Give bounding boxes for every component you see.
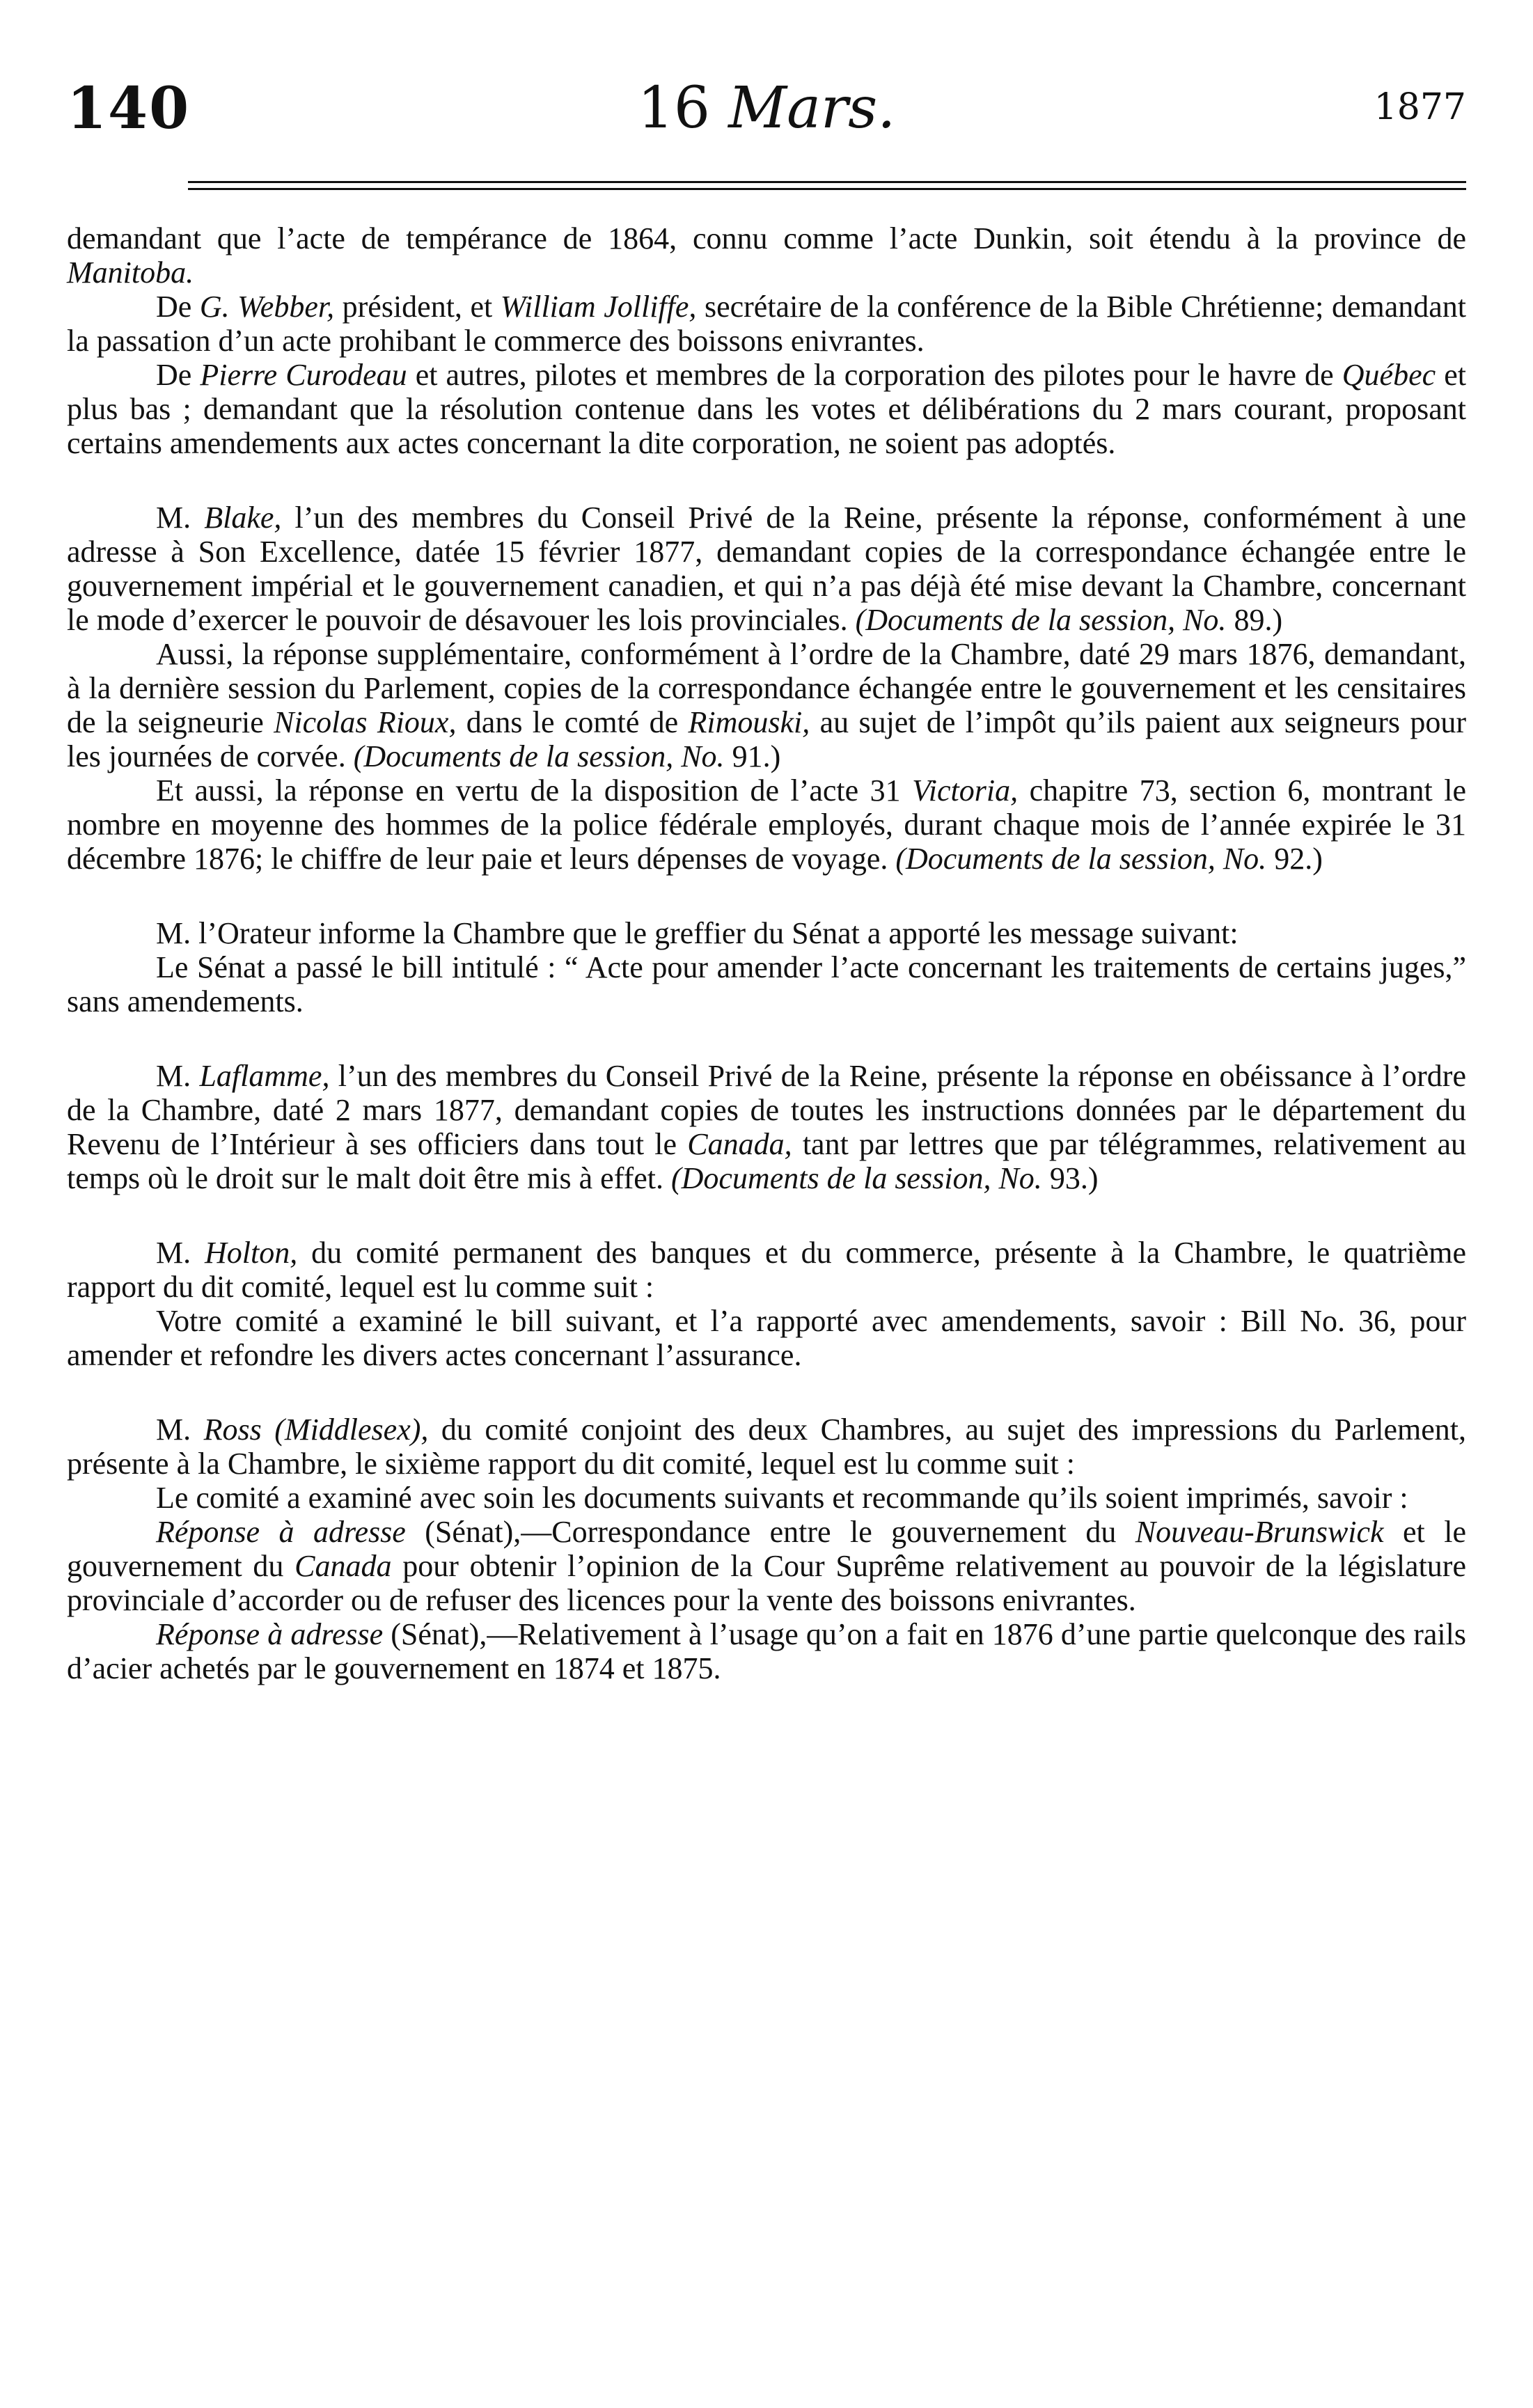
italic-run: Réponse à adresse: [156, 1617, 384, 1651]
header-rule-bottom: [188, 188, 1466, 190]
paragraph-reponse-adresse-2: Réponse à adresse (Sénat),—Relativement à l’usage qu’on a fait en 1876 d’une partie quelconque des rails d’acier achetés par le gouvernement en 1874 et 1875.: [67, 1617, 1466, 1685]
date-day: 16: [637, 75, 711, 141]
italic-run: (Documents de la session, No.: [855, 603, 1227, 637]
italic-run: Canada: [294, 1549, 392, 1583]
italic-run: Nouveau-Brunswick: [1135, 1515, 1384, 1549]
paragraph-police-return: Et aussi, la réponse en vertu de la disposition de l’acte 31 Victoria, chapitre 73, section 6, montrant le nombre en moyenne des hommes de la police fédérale employés, durant chaque mois de l’année expirée le 31 décembre 1876; le chiffre de leur paie et leurs dépenses de voyage. (Documents de la session, No. 92.): [67, 773, 1466, 876]
paragraph-ross-report-body: Le comité a examiné avec soin les documents suivants et recommande qu’ils soient imprimés, savoir :: [156, 1481, 1408, 1515]
paragraph-senate-message: M. l’Orateur informe la Chambre que le greffier du Sénat a apporté les message suivant:: [156, 916, 1239, 950]
paragraph-supplementary-return: Aussi, la réponse supplémentaire, conformément à l’ordre de la Chambre, daté 29 mars 1876, demandant, à la dernière session du Parlement, copies de la correspondance échangée entre le gouvernement et les censitaires de la seigneurie Nicolas Rioux, dans le comté de Rimouski, au sujet de l’impôt qu’ils paient aux seigneurs pour les journées de corvée. (Documents de la session, No. 91.): [67, 637, 1466, 773]
paragraph-reponse-adresse-1: Réponse à adresse (Sénat),—Correspondance entre le gouvernement du Nouveau-Brunswick et le gouvernement du Canada pour obtenir l’opinion de la Cour Suprême relativement au pouvoir de la législature provinciale d’accorder ou de refuser des licences pour la vente des boissons enivrantes.: [67, 1515, 1466, 1617]
italic-run: Manitoba.: [67, 255, 194, 290]
italic-run: (Documents de la session, No.: [670, 1161, 1042, 1195]
paragraph-holton-report: M. Holton, du comité permanent des banques et du commerce, présente à la Chambre, le quatrième rapport du dit comité, lequel est lu comme suit :: [67, 1236, 1466, 1304]
italic-run: (Documents de la session, No.: [895, 842, 1267, 876]
italic-run: Laflamme,: [199, 1059, 330, 1093]
document-body: [67, 221, 1466, 1685]
date-month: Mars.: [728, 75, 896, 141]
italic-run: Canada,: [687, 1127, 792, 1161]
page-number: 140: [67, 75, 191, 142]
paragraph-holton-report-body: Votre comité a examiné le bill suivant, et l’a rapporté avec amendements, savoir : Bill No. 36, pour amender et refondre les divers actes concernant l’assurance.: [67, 1304, 1466, 1372]
paragraph-petition-dunkin: demandant que l’acte de tempérance de 1864, connu comme l’acte Dunkin, soit étendu à la province de Manitoba.: [67, 221, 1466, 290]
italic-run: Pierre Curodeau: [200, 358, 407, 392]
italic-run: Réponse à adresse: [156, 1515, 406, 1549]
paragraph-senate-bill: Le Sénat a passé le bill intitulé : “ Acte pour amender l’acte concernant les traitements de certains juges,” sans amendements.: [67, 950, 1466, 1018]
page-date: [67, 75, 1466, 141]
italic-run: G. Webber,: [199, 290, 335, 324]
paragraph-petition-webber: De G. Webber, président, et William Jolliffe, secrétaire de la conférence de la Bible Chrétienne; demandant la passation d’un acte prohibant le commerce des boissons enivrantes.: [67, 290, 1466, 358]
italic-run: Québec: [1342, 358, 1436, 392]
paragraph-blake-return: M. Blake, l’un des membres du Conseil Privé de la Reine, présente la réponse, conformément à une adresse à Son Excellence, datée 15 février 1877, demandant copies de la correspondance échangée entre le gouvernement impérial et le gouvernement canadien, et qui n’a pas déjà été mise devant la Chambre, concernant le mode d’exercer le pouvoir de désavouer les lois provinciales. (Documents de la session, No. 89.): [67, 501, 1467, 637]
header-rule-top: [188, 181, 1466, 183]
italic-run: (Documents de la session, No.: [353, 739, 725, 773]
italic-run: Ross (Middlesex),: [203, 1412, 429, 1447]
italic-run: Rimouski,: [688, 705, 810, 739]
italic-run: Holton,: [205, 1236, 298, 1270]
italic-run: William Jolliffe,: [500, 290, 697, 324]
running-head: [67, 75, 1466, 152]
italic-run: Blake,: [204, 501, 282, 535]
italic-run: Nicolas Rioux,: [274, 705, 457, 739]
paragraph-petition-curodeau: De Pierre Curodeau et autres, pilotes et membres de la corporation des pilotes pour le havre de Québec et plus bas ; demandant que la résolution contenue dans les votes et délibérations du 2 mars courant, proposant certains amendements aux actes concernant la dite corporation, ne soient pas adoptés.: [67, 358, 1466, 460]
paragraph-laflamme-return: M. Laflamme, l’un des membres du Conseil Privé de la Reine, présente la réponse en obéissance à l’ordre de la Chambre, daté 2 mars 1877, demandant copies de toutes les instructions données par le département du Revenu de l’Intérieur à ses officiers dans tout le Canada, tant par lettres que par télégrammes, relativement au temps où le droit sur le malt doit être mis à effet. (Documents de la session, No. 93.): [67, 1059, 1466, 1195]
paragraph-ross-report: M. Ross (Middlesex), du comité conjoint des deux Chambres, au sujet des impressions du Parlement, présente à la Chambre, le sixième rapport du dit comité, lequel est lu comme suit :: [67, 1412, 1466, 1481]
italic-run: Victoria,: [912, 773, 1019, 808]
page-year: 1877: [1374, 86, 1466, 128]
